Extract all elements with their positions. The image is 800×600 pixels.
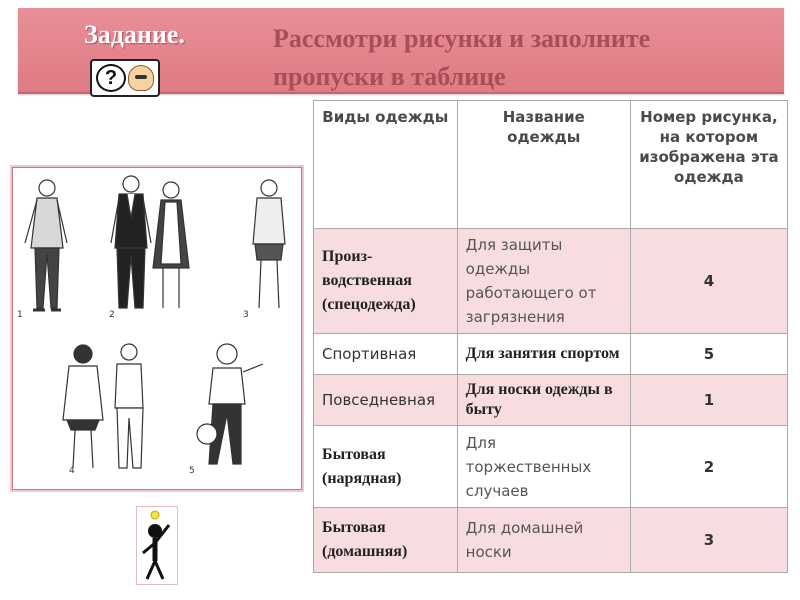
row-name: Для домашней носки <box>457 508 630 573</box>
table-row <box>314 375 788 426</box>
table-row <box>314 426 788 508</box>
figure-4-workwear <box>63 344 143 468</box>
row-type: Произ-водственная (спецодежда) <box>314 229 458 334</box>
figure-1-casual <box>25 180 67 310</box>
table-row <box>314 334 788 375</box>
row-number: 4 <box>630 229 787 334</box>
row-name: Для носки одежды в быту <box>457 375 630 426</box>
row-number: 2 <box>630 426 787 508</box>
question-mark-icon: ? <box>96 64 126 92</box>
row-number: 5 <box>630 334 787 375</box>
task-text <box>273 20 753 96</box>
header-figure-number: Номер рисунка, на котором изображена эта одежда <box>630 101 787 229</box>
figure-2-dress <box>153 182 189 308</box>
task-text-content: Рассмотри рисунки и заполните пропуски в таблице <box>273 24 651 91</box>
question-thinking-icon <box>90 59 160 97</box>
figure-label-4: 4 <box>69 466 75 476</box>
row-name: Для торжественных случаев <box>457 426 630 508</box>
figure-label-3: 3 <box>243 310 249 320</box>
row-number: 1 <box>630 375 787 426</box>
table-row <box>314 508 788 573</box>
row-type: Спортивная <box>314 334 458 375</box>
stick-figure-idea-icon <box>136 506 178 585</box>
row-number: 3 <box>630 508 787 573</box>
header-clothing-name: Название одежды <box>457 101 630 229</box>
row-name: Для защиты одежды работающего от загрязнения <box>457 229 630 334</box>
row-type: Бытовая (домашняя) <box>314 508 458 573</box>
figure-2-suit <box>111 176 151 308</box>
header-clothing-types: Виды одежды <box>314 101 458 229</box>
figure-label-1: 1 <box>17 310 23 320</box>
figure-3-home <box>253 180 285 308</box>
task-label: Задание. <box>84 20 185 49</box>
row-type: Бытовая (нарядная) <box>314 426 458 508</box>
figure-5-sport <box>197 344 263 464</box>
row-name: Для занятия спортом <box>457 334 630 375</box>
clothing-figures <box>13 168 301 489</box>
task-banner <box>18 8 784 94</box>
thinking-face-icon <box>128 65 154 91</box>
row-type: Повседневная <box>314 375 458 426</box>
figure-label-5: 5 <box>189 466 195 476</box>
clothing-illustration <box>12 167 302 490</box>
figure-label-2: 2 <box>109 310 115 320</box>
clothing-table <box>313 100 788 573</box>
table-header-row <box>314 101 788 229</box>
table-row <box>314 229 788 334</box>
